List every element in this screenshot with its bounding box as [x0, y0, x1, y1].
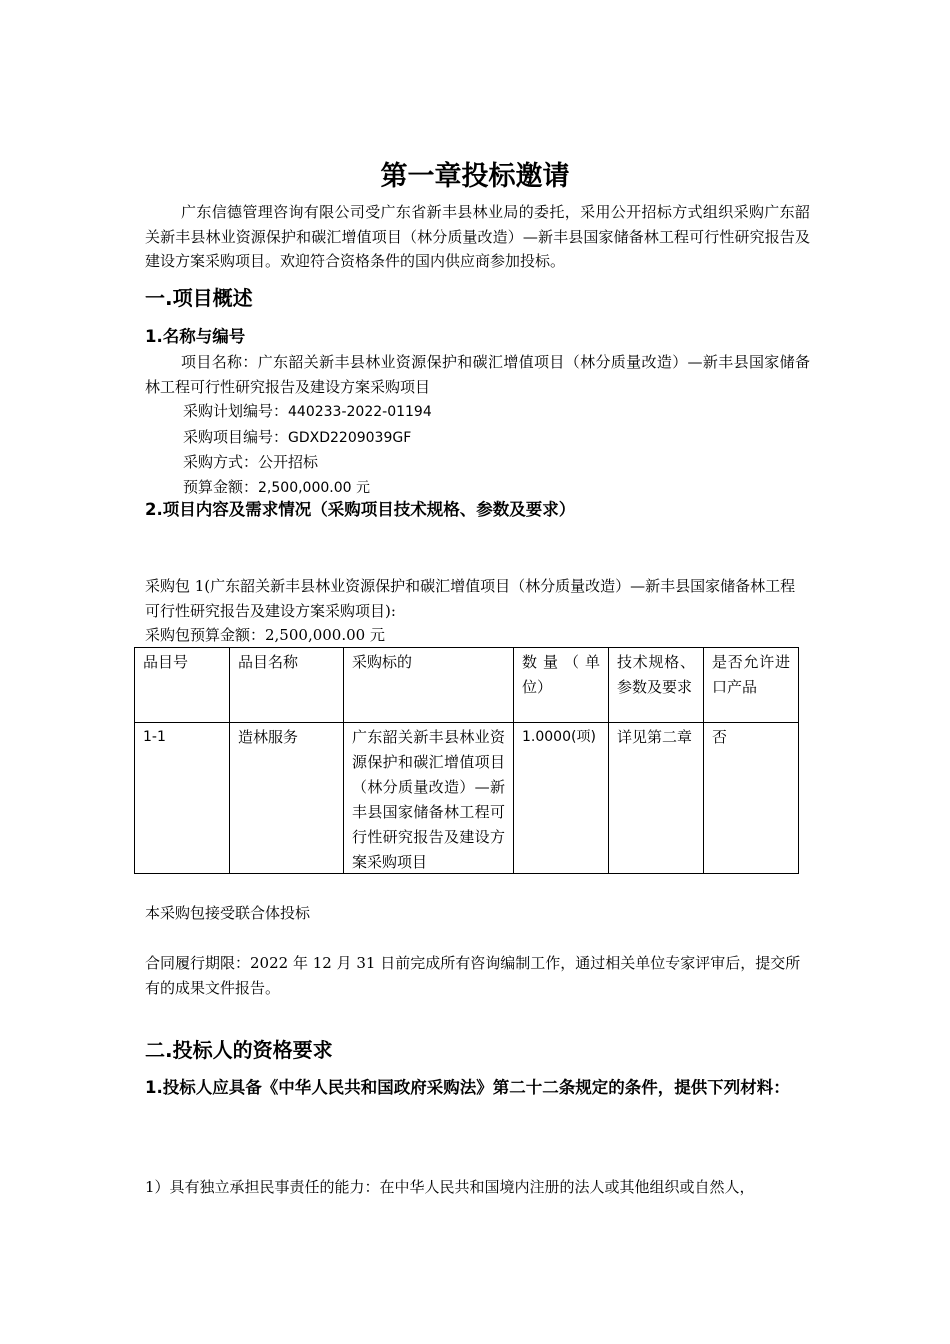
project-number-value: GDXD2209039GF: [288, 429, 412, 446]
qualification-item-1: 1）具有独立承担民事责任的能力：在中华人民共和国境内注册的法人或其他组织或自然人，: [145, 1178, 755, 1196]
section1-sub1-heading: 1.名称与编号: [145, 327, 246, 346]
cell-item-name: 造林服务: [238, 728, 299, 746]
cell-item-name-wrap: [230, 723, 344, 874]
header-item-no: 品目号: [135, 648, 230, 723]
project-name: 项目名称：广东韶关新丰县林业资源保护和碳汇增值项目（林分质量改造）—新丰县国家储备林工程可行性研究报告及建设方案采购项目: [145, 353, 810, 396]
cell-tech-spec: 详见第二章: [617, 728, 693, 746]
intro-paragraph: 广东信德管理咨询有限公司受广东省新丰县林业局的委托，采用公开招标方式组织采购广东韶关新丰县林业资源保护和碳汇增值项目（林分质量改造）—新丰县国家储备林工程可行性研究报告及建设方案采购项目。欢迎符合资格条件的国内供应商参加投标。: [145, 203, 810, 270]
intro-paragraph-block: [145, 200, 810, 274]
section1-heading-block: [145, 284, 810, 312]
contract-period: 合同履行期限：2022 年 12 月 31 日前完成所有咨询编制工作，通过相关单位专家评审后，提交所有的成果文件报告。: [145, 954, 801, 997]
package-budget: 采购包预算金额：2,500,000.00 元: [145, 626, 385, 644]
project-number-label: 采购项目编号：: [183, 427, 289, 446]
table-header-row: [135, 648, 799, 723]
section1-heading: 一.项目概述: [145, 286, 253, 310]
section2-sub1-block: [145, 1074, 810, 1102]
cell-item-no: 1-1: [143, 729, 166, 745]
contract-period-block: [145, 951, 810, 1000]
section2-heading-block: [145, 1036, 810, 1064]
cell-subject: 广东韶关新丰县林业资源保护和碳汇增值项目（林分质量改造）—新丰县国家储备林工程可行性研究报告及建设方案采购项目: [352, 728, 505, 871]
cell-subject-wrap: [344, 723, 514, 874]
consortium-note: 本采购包接受联合体投标: [145, 904, 311, 922]
header-tech-spec: 技术规格、参数及要求: [609, 648, 704, 723]
section1-sub2-heading: 2.项目内容及需求情况（采购项目技术规格、参数及要求）: [145, 500, 576, 519]
plan-number-value: 440233-2022-01194: [288, 404, 432, 420]
header-item-name: 品目名称: [230, 648, 344, 723]
cell-import-allowed: 否: [712, 728, 728, 746]
cell-quantity-wrap: [514, 723, 609, 874]
header-quantity: 数量（单位）: [514, 648, 609, 723]
section2-sub1-heading: 1.投标人应具备《中华人民共和国政府采购法》第二十二条规定的条件，提供下列材料：: [145, 1078, 790, 1097]
procurement-items-table: [134, 647, 799, 874]
cell-import-allowed-wrap: [704, 723, 799, 874]
section2-heading: 二.投标人的资格要求: [145, 1038, 333, 1062]
project-number-line: [145, 425, 810, 451]
section1-sub2-block: [145, 496, 810, 524]
plan-number-line: [145, 399, 810, 425]
budget-label: 预算金额：: [183, 477, 259, 496]
cell-item-no-wrap: [135, 723, 230, 874]
package-info-block: [145, 574, 810, 648]
cell-quantity: 1.0000(项): [522, 729, 596, 745]
package-description: 采购包 1(广东韶关新丰县林业资源保护和碳汇增值项目（林分质量改造）—新丰县国家储备林工程可行性研究报告及建设方案采购项目):: [145, 577, 796, 620]
header-import-allowed: 是否允许进口产品: [704, 648, 799, 723]
chapter-title: 第一章投标邀请: [380, 161, 570, 192]
cell-tech-spec-wrap: [609, 723, 704, 874]
section1-sub1-block: [145, 323, 810, 351]
section2-item1-block: [145, 1175, 817, 1200]
table-row: [135, 723, 799, 874]
header-subject: 采购标的: [344, 648, 514, 723]
procurement-method: 采购方式：公开招标: [183, 453, 319, 471]
consortium-block: [145, 901, 810, 926]
project-info-block: [145, 350, 810, 500]
budget-value: 2,500,000.00 元: [258, 479, 370, 496]
plan-number-label: 采购计划编号：: [183, 402, 289, 420]
